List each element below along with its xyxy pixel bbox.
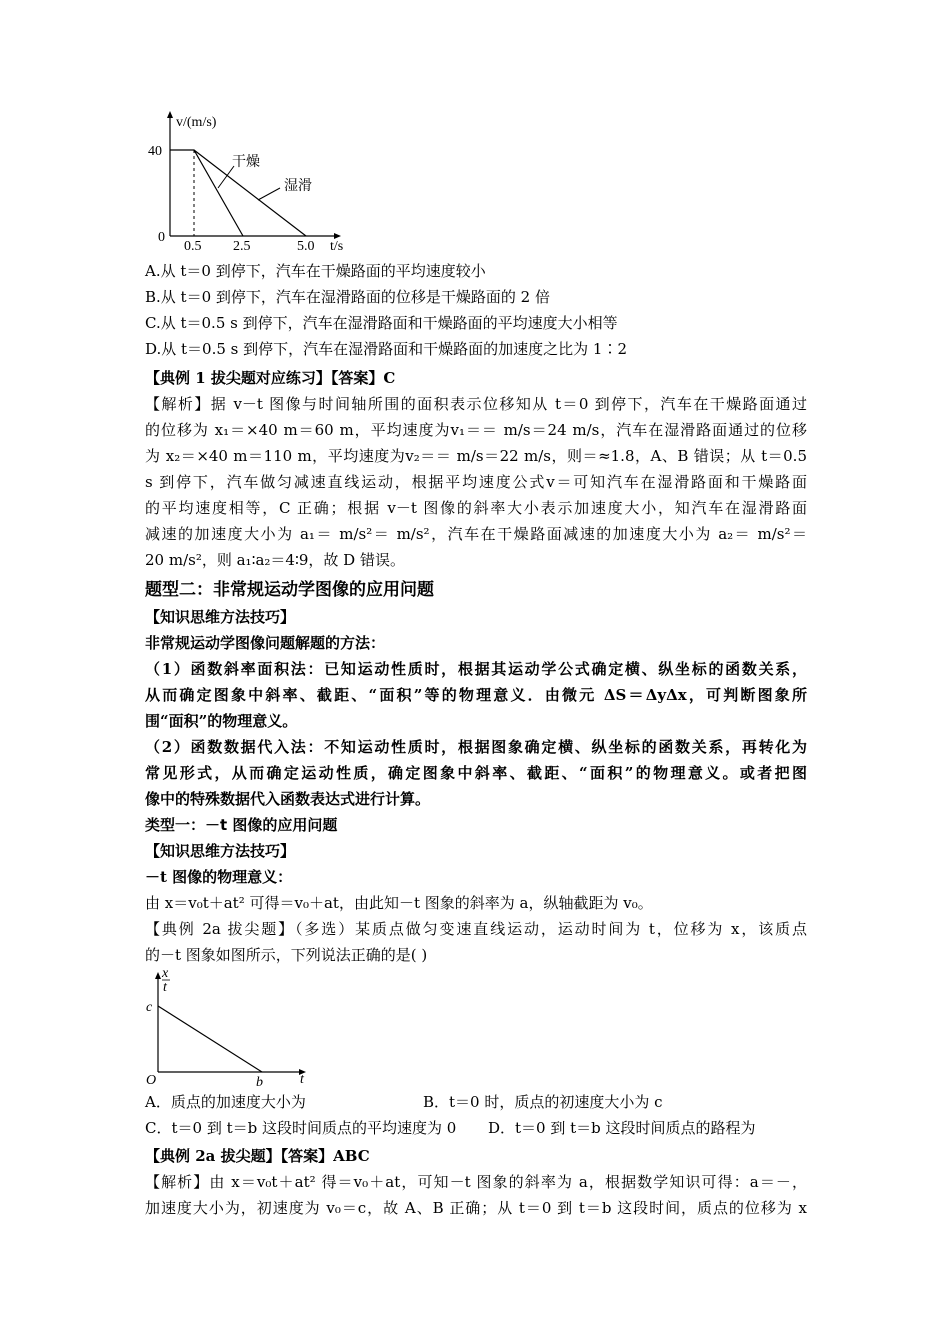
method2-line: （2）函数数据代入法：不知运动性质时，根据图象确定横、纵坐标的函数关系，再转化为 — [145, 738, 807, 756]
vt-label-dry: 干燥 — [232, 154, 260, 170]
knowledge-title: 【知识思维方法技巧】 — [145, 608, 296, 626]
xt-y-arrow — [155, 972, 161, 979]
method-intro: 非常规运动学图像问题解题的方法： — [145, 634, 386, 652]
option2-a: A．质点的加速度大小为 — [145, 1093, 306, 1111]
analysis1-line: 为 x₂＝×40 m＝110 m，平均速度为v₂＝＝ m/s＝22 m/s，则＝≈1.8，A、B 错误；从 t＝0.5 — [145, 447, 807, 465]
xt-t-graph-figure — [140, 966, 320, 1088]
option2-b: B．t＝0 时，质点的初速度大小为 c — [423, 1093, 663, 1111]
method1-line: 从而确定图象中斜率、截距、“面积”等的物理意义．由微元 ΔS＝ΔyΔx，可判断图象所 — [145, 686, 807, 704]
method2-line: 像中的特殊数据代入函数表达式进行计算。 — [145, 790, 431, 808]
analysis2-line: 加速度大小为，初速度为 v₀＝c，故 A、B 正确；从 t＝0 到 t＝b 这段时间，质点的位移为 x — [145, 1199, 807, 1217]
vt-origin: 0 — [158, 230, 165, 245]
vt-ylabel: v/(m/s) — [176, 115, 217, 130]
option1-a: A.从 t＝0 到停下，汽车在干燥路面的平均速度较小 — [145, 262, 486, 280]
method1-line: 围“面积”的物理意义。 — [145, 712, 298, 730]
vt-xtick-2: 5.0 — [297, 239, 315, 253]
xt-origin: O — [146, 1073, 157, 1088]
answer2: 【典例 2a 拔尖题】【答案】ABC — [145, 1147, 370, 1165]
vt-label-wet: 湿滑 — [284, 178, 312, 194]
xt-ylabel-den: t — [163, 980, 167, 995]
analysis1-line: 的平均速度相等，C 正确；根据 v－t 图像的斜率大小表示加速度大小，知汽车在湿滑路面 — [145, 499, 807, 517]
option2-c: C．t＝0 到 t＝b 这段时间质点的平均速度为 0 — [145, 1119, 457, 1137]
formula-line: 由 x＝v₀t＋at² 可得＝v₀＋at，由此知－t 图象的斜率为 a，纵轴截距为 v₀。 — [145, 894, 653, 912]
example2-line: 的－t 图象如图所示，下列说法正确的是( ) — [145, 946, 428, 964]
vt-graph-figure — [140, 108, 360, 253]
analysis1-line: 20 m/s²，则 a₁∶a₂＝4∶9，故 D 错误。 — [145, 551, 405, 569]
analysis1-line: 的位移为 x₁＝×40 m＝60 m，平均速度为v₁＝＝ m/s＝24 m/s，汽车在湿滑路面通过的位移 — [145, 421, 807, 439]
vt-y-arrow — [167, 111, 173, 118]
section2-title: 题型二：非常规运动学图像的应用问题 — [145, 580, 434, 600]
vt-xlabel: t/s — [330, 239, 344, 253]
analysis1-line: s 到停下，汽车做匀减速直线运动，根据平均速度公式v＝可知汽车在湿滑路面和干燥路面 — [145, 473, 807, 491]
example2-line: 【典例 2a 拔尖题】（多选）某质点做匀变速直线运动，运动时间为 t，位移为 x，该质点 — [145, 920, 807, 938]
method2-line: 常见形式，从而确定运动性质，确定图象中斜率、截距、“面积”的物理意义。或者把图 — [145, 764, 807, 782]
option1-c: C.从 t＝0.5 s 到停下，汽车在湿滑路面和干燥路面的平均速度大小相等 — [145, 314, 618, 332]
xt-intercept-b: b — [256, 1075, 263, 1088]
type1-title: 类型一：－t 图像的应用问题 — [145, 816, 338, 834]
method1-line: （1）函数斜率面积法：已知运动性质时，根据其运动学公式确定横、纵坐标的函数关系， — [145, 660, 807, 678]
vt-xtick-1: 2.5 — [233, 239, 251, 253]
analysis1-line: 减速的加速度大小为 a₁＝ m/s²＝ m/s²，汽车在干燥路面减速的加速度大小为 a₂＝ m/s²＝ — [145, 525, 807, 543]
xt-graph-line — [158, 1006, 262, 1072]
xt-ylabel-num: x — [162, 966, 169, 981]
vt-xtick-0: 0.5 — [184, 239, 202, 253]
answer1: 【典例 1 拔尖题对应练习】【答案】C — [145, 369, 396, 387]
xt-xlabel: t — [300, 1072, 304, 1087]
vt-ytick-40: 40 — [148, 144, 162, 159]
analysis1-line: 【解析】据 v－t 图像与时间轴所围的面积表示位移知从 t＝0 到停下，汽车在干燥路面通过 — [145, 395, 807, 413]
option1-d: D.从 t＝0.5 s 到停下，汽车在湿滑路面和干燥路面的加速度之比为 1∶2 — [145, 340, 628, 358]
xt-intercept-c: c — [146, 1000, 153, 1015]
vt-wet-pointer — [258, 188, 280, 200]
option1-b: B.从 t＝0 到停下，汽车在湿滑路面的位移是干燥路面的 2 倍 — [145, 288, 550, 306]
meaning-title: －t 图像的物理意义： — [145, 868, 293, 886]
option2-d: D．t＝0 到 t＝b 这段时间质点的路程为 — [488, 1119, 756, 1137]
knowledge-title-2: 【知识思维方法技巧】 — [145, 842, 296, 860]
analysis2-line: 【解析】由 x＝v₀t＋at² 得＝v₀＋at，可知－t 图象的斜率为 a，根据数学知识可得：a＝－， — [145, 1173, 807, 1191]
